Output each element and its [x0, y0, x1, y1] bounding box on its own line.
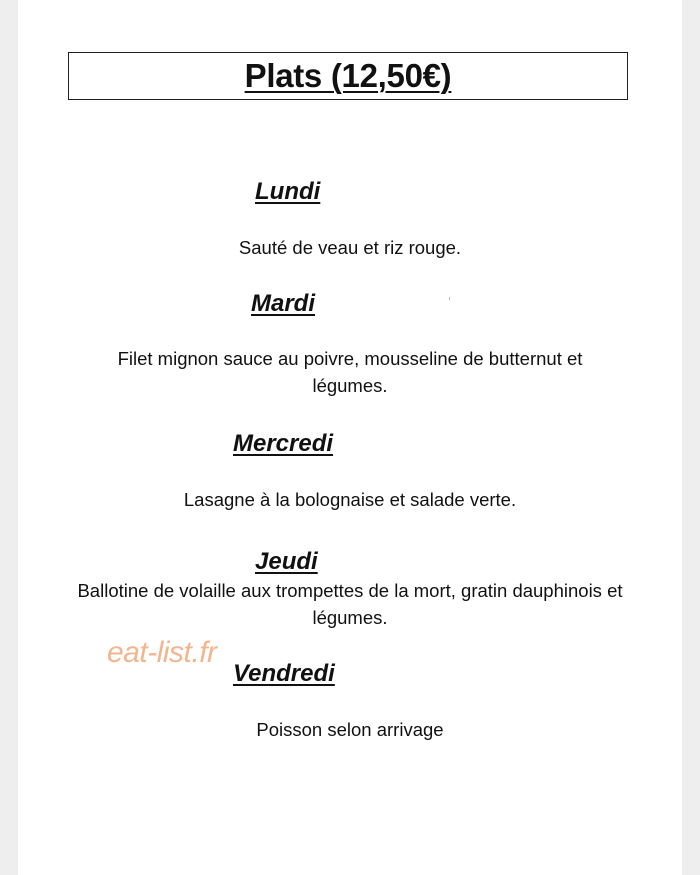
- menu-page: [18, 0, 682, 875]
- watermark-text: eat-list.fr: [107, 636, 217, 669]
- day-heading-lundi: Lundi: [255, 178, 321, 205]
- dish-line: Ballotine de volaille aux trompettes de la mort, gratin dauphinois et: [77, 580, 623, 601]
- title-box: [68, 52, 628, 100]
- day-heading-vendredi: Vendredi: [233, 660, 335, 687]
- dish-mardi: [18, 345, 682, 399]
- dish-vendredi: [18, 716, 682, 743]
- scan-speck: [449, 297, 450, 300]
- dish-line: légumes.: [312, 607, 388, 628]
- day-heading-mardi: Mardi: [251, 290, 316, 317]
- day-heading-jeudi: Jeudi: [255, 548, 318, 575]
- day-heading-mercredi: Mercredi: [233, 430, 334, 457]
- dish-line: légumes.: [312, 375, 388, 396]
- dish-lundi: [18, 234, 682, 261]
- dish-line: Sauté de veau et riz rouge.: [238, 237, 462, 258]
- menu-title: Plats (12,50€): [244, 57, 452, 94]
- dish-mercredi: [18, 486, 682, 513]
- dish-jeudi: [18, 577, 682, 631]
- dish-line: Lasagne à la bolognaise et salade verte.: [183, 489, 517, 510]
- dish-line: Filet mignon sauce au poivre, mousseline de butternut et: [117, 348, 583, 369]
- dish-line: Poisson selon arrivage: [256, 719, 444, 740]
